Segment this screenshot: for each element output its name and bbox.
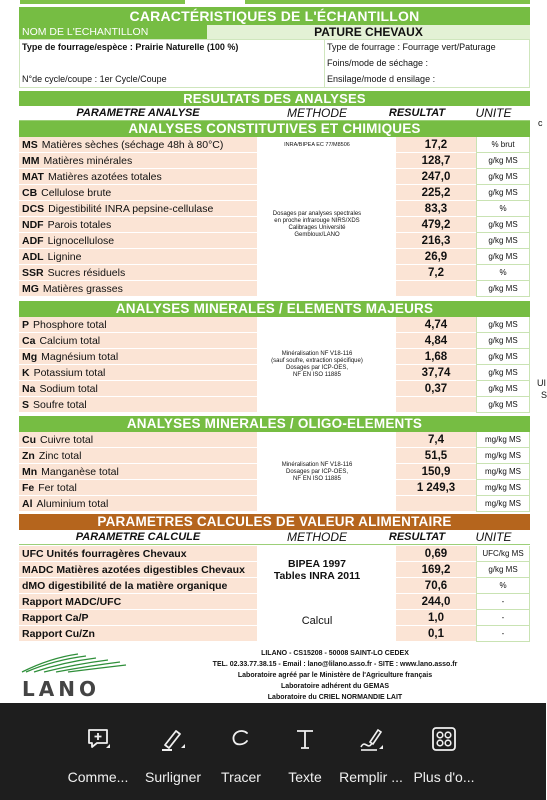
section-oligo: ANALYSES MINERALES / OLIGO-ELEMENTS	[19, 416, 530, 432]
result-value: 26,9	[396, 249, 476, 265]
top-strip	[20, 0, 530, 4]
result-value: 51,5	[396, 448, 476, 464]
type-fourrage-espece: Type de fourrage/espèce : Prairie Naturelle (100 %)	[22, 42, 239, 52]
param-label: Fer total	[38, 482, 77, 494]
method-line: Dosages par analyses spectrales	[272, 211, 362, 217]
param-cell	[19, 448, 257, 464]
unit-value: mg/kg MS	[476, 432, 530, 448]
toolbar-comment[interactable]	[56, 703, 140, 800]
sample-name-value: PATURE CHEVAUX	[207, 25, 530, 39]
result-value: 247,0	[396, 169, 476, 185]
unit-value: g/kg MS	[476, 185, 530, 201]
param-code: ADL	[22, 251, 44, 263]
unit-value: mg/kg MS	[476, 480, 530, 496]
param-cell	[19, 496, 257, 512]
param-cell	[19, 153, 257, 169]
method-line: en proche infrarouge NIRS/XDS	[274, 218, 360, 224]
result-value	[396, 496, 476, 512]
param-cell	[19, 578, 257, 594]
fill-sign-icon	[357, 725, 385, 753]
unit-value: %	[476, 578, 530, 594]
unit-value: -	[476, 610, 530, 626]
method-line: Minéralisation NF V18-116	[281, 461, 353, 468]
methode-bipea	[257, 546, 377, 594]
param-code: Al	[22, 498, 33, 510]
section-majeurs: ANALYSES MINERALES / ELEMENTS MAJEURS	[19, 301, 530, 317]
result-value: 128,7	[396, 153, 476, 169]
param-cell	[19, 594, 257, 610]
param-label: Digestibilité INRA pepsine-cellulase	[48, 203, 214, 215]
unit-value: g/kg MS	[476, 153, 530, 169]
param-code: SSR	[22, 267, 44, 279]
footer-agrement: Laboratoire agréé par le Ministère de l'Agriculture français	[237, 672, 433, 679]
header-unite: UNITE	[457, 106, 530, 121]
header-resultat: RESULTAT	[377, 106, 457, 121]
param-cell	[19, 397, 257, 413]
header-methode-calcule: METHODE	[257, 530, 377, 545]
result-value: 216,3	[396, 233, 476, 249]
param-label: Calcium total	[39, 335, 101, 347]
result-value: 17,2	[396, 137, 476, 153]
result-value: 37,74	[396, 365, 476, 381]
header-unite-calcule: UNITE	[457, 530, 530, 545]
methode-ms: INRA/BIPEA EC 77/M8506	[257, 137, 377, 153]
unit-value: g/kg MS	[476, 365, 530, 381]
unit-value: g/kg MS	[476, 397, 530, 413]
footer-gemas: Laboratoire adhérent du GEMAS	[280, 683, 390, 690]
param-label: Potassium total	[33, 367, 106, 379]
text-icon	[291, 725, 319, 753]
result-value	[396, 281, 476, 297]
param-label: Sodium total	[39, 383, 98, 395]
param-code: P	[22, 319, 30, 331]
unit-value: g/kg MS	[476, 249, 530, 265]
param-label: Matières minérales	[43, 155, 133, 167]
param-code: K	[22, 367, 30, 379]
section-calcules: PARAMETRES CALCULES DE VALEUR ALIMENTAIRE	[19, 514, 530, 530]
sample-name-label: NOM DE L'ECHANTILLON	[19, 25, 207, 39]
result-value: 70,6	[396, 578, 476, 594]
param-code: MS	[22, 139, 38, 151]
result-value: 225,2	[396, 185, 476, 201]
param-code: Cu	[22, 434, 36, 446]
methode-calcul: Calcul	[301, 615, 333, 627]
param-code: Fe	[22, 482, 35, 494]
param-code: NDF	[22, 219, 44, 231]
unit-value: g/kg MS	[476, 317, 530, 333]
param-cell	[19, 185, 257, 201]
methode-oligo	[257, 432, 377, 512]
param-code: S	[22, 399, 30, 411]
param-cell	[19, 562, 257, 578]
param-cell	[19, 381, 257, 397]
unit-value: g/kg MS	[476, 233, 530, 249]
param-label: Rapport Ca/P	[22, 612, 89, 624]
toolbar-more-tools-label: Plus d'o...	[413, 769, 475, 785]
param-label: Matières azotées totales	[47, 171, 162, 183]
more-tools-icon	[430, 725, 458, 753]
param-cell	[19, 233, 257, 249]
param-code: CB	[22, 187, 38, 199]
param-label: Aluminium total	[36, 498, 109, 510]
result-value: 1 249,3	[396, 480, 476, 496]
unit-value: -	[476, 594, 530, 610]
method-line: BIPEA 1997	[288, 558, 346, 570]
unit-value: g/kg MS	[476, 381, 530, 397]
unit-value: g/kg MS	[476, 281, 530, 297]
toolbar-fill-sign-label: Remplir ...	[339, 769, 403, 785]
unit-value: mg/kg MS	[476, 496, 530, 512]
param-label: Magnésium total	[41, 351, 119, 363]
param-cell	[19, 317, 257, 333]
param-code: Zn	[22, 450, 35, 462]
result-value: 0,37	[396, 381, 476, 397]
toolbar-highlight-label: Surligner	[144, 769, 202, 785]
param-cell	[19, 610, 257, 626]
method-line: Tables INRA 2011	[273, 570, 361, 582]
result-value: 244,0	[396, 594, 476, 610]
unit-value: g/kg MS	[476, 333, 530, 349]
result-value: 4,74	[396, 317, 476, 333]
type-fourrage: Type de fourrage : Fourrage vert/Paturage	[327, 42, 496, 52]
toolbar-fill-sign[interactable]	[329, 703, 413, 800]
param-cell	[19, 432, 257, 448]
unit-value: %	[476, 201, 530, 217]
param-label: Lignocellulose	[47, 235, 115, 247]
foins-mode: Foins/mode de séchage :	[327, 58, 429, 68]
footer-contact: TEL. 02.33.77.38.15 - Email : lano@lilano.asso.fr - SITE : www.lano.asso.fr	[212, 661, 458, 668]
result-value: 7,4	[396, 432, 476, 448]
param-label: Phosphore total	[33, 319, 107, 331]
result-value: 169,2	[396, 562, 476, 578]
method-line: Calibrages Université Gembloux/LANO	[288, 225, 346, 238]
edge-glyph-s: S	[541, 390, 547, 400]
unit-value: UFC/kg MS	[476, 546, 530, 562]
toolbar-draw-label: Tracer	[221, 769, 261, 785]
param-code: Ca	[22, 335, 36, 347]
unit-value: mg/kg MS	[476, 448, 530, 464]
param-label: Zinc total	[38, 450, 82, 462]
comment-icon	[84, 725, 112, 753]
toolbar-comment-label: Comme...	[67, 769, 129, 785]
footer-address: LILANO - CS15208 - 50008 SAINT-LO CEDEX	[261, 650, 409, 657]
result-value	[396, 397, 476, 413]
param-cell	[19, 217, 257, 233]
param-label: dMO digestibilité de la matière organique	[22, 580, 228, 592]
param-label: Matières sèches (séchage 48h à 80°C)	[41, 139, 224, 151]
param-cell	[19, 137, 257, 153]
param-label: Rapport Cu/Zn	[22, 628, 95, 640]
unit-value: %	[476, 265, 530, 281]
param-label: Soufre total	[33, 399, 87, 411]
param-cell	[19, 249, 257, 265]
resultats-title: RESULTATS DES ANALYSES	[19, 91, 530, 106]
cycle-coupe: N°de cycle/coupe : 1er Cycle/Coupe	[22, 74, 167, 84]
header-parametre-calcule: PARAMETRE CALCULE	[19, 530, 257, 545]
edge-glyph-c: c	[538, 118, 543, 128]
unit-value: g/kg MS	[476, 217, 530, 233]
header-resultat-calcule: RESULTAT	[377, 530, 457, 545]
annotation-toolbar	[0, 703, 546, 800]
param-cell	[19, 281, 257, 297]
highlight-icon	[159, 725, 187, 753]
lano-logo-text: LANO	[22, 677, 100, 701]
result-value: 7,2	[396, 265, 476, 281]
method-line: Dosages par ICP-OES,	[285, 365, 349, 371]
param-code: Mg	[22, 351, 38, 363]
toolbar-more-tools[interactable]	[402, 703, 486, 800]
param-code: ADF	[22, 235, 44, 247]
param-code: Na	[22, 383, 36, 395]
param-label: Matières grasses	[42, 283, 123, 295]
method-line: Dosages par ICP-OES,	[285, 468, 349, 475]
param-cell	[19, 546, 257, 562]
method-line: NF EN ISO 11885	[293, 475, 341, 482]
param-code: MM	[22, 155, 40, 167]
param-label: Manganèse total	[41, 466, 119, 478]
result-value: 1,68	[396, 349, 476, 365]
draw-icon	[227, 725, 255, 753]
toolbar-text-label: Texte	[288, 769, 322, 785]
unit-value: % brut	[476, 137, 530, 153]
param-cell	[19, 480, 257, 496]
param-label: Parois totales	[47, 219, 112, 231]
result-value: 150,9	[396, 464, 476, 480]
param-cell	[19, 333, 257, 349]
method-line: (sauf soufre, extraction spécifique)	[271, 358, 363, 364]
param-label: Cuivre total	[40, 434, 94, 446]
param-label: Lignine	[47, 251, 82, 263]
methode-majeurs	[257, 317, 377, 413]
result-value: 0,69	[396, 546, 476, 562]
param-code: DCS	[22, 203, 45, 215]
footer-criel: Laboratoire du CRIEL NORMANDIE LAIT	[267, 694, 403, 701]
ensilage-mode: Ensilage/mode d ensilage :	[327, 74, 436, 84]
caracteristiques-title: CARACTÉRISTIQUES DE L'ÉCHANTILLON	[19, 7, 530, 25]
param-cell	[19, 365, 257, 381]
param-code: MAT	[22, 171, 44, 183]
param-cell	[19, 349, 257, 365]
result-value: 0,1	[396, 626, 476, 642]
param-cell	[19, 169, 257, 185]
unit-value: g/kg MS	[476, 562, 530, 578]
header-parametre-analyse: PARAMETRE ANALYSE	[19, 106, 257, 121]
param-cell	[19, 464, 257, 480]
unit-value: mg/kg MS	[476, 464, 530, 480]
edge-glyph-ui: UI	[537, 378, 546, 388]
param-code: MG	[22, 283, 39, 295]
header-methode: METHODE	[257, 106, 377, 121]
param-cell	[19, 265, 257, 281]
param-label: Cellulose brute	[41, 187, 112, 199]
result-value: 83,3	[396, 201, 476, 217]
param-label: Sucres résiduels	[47, 267, 126, 279]
unit-value: g/kg MS	[476, 349, 530, 365]
method-line: NF EN ISO 11885	[293, 372, 341, 378]
param-cell	[19, 626, 257, 642]
methode-constitutives	[257, 153, 377, 297]
param-code: Mn	[22, 466, 38, 478]
unit-value: -	[476, 626, 530, 642]
result-value: 479,2	[396, 217, 476, 233]
param-label: MADC Matières azotées digestibles Chevaux	[22, 564, 245, 576]
result-value: 4,84	[396, 333, 476, 349]
param-cell	[19, 201, 257, 217]
method-line: Minéralisation NF V18-116	[281, 351, 353, 357]
section-constitutives: ANALYSES CONSTITUTIVES ET CHIMIQUES	[19, 121, 530, 137]
param-label: Rapport MADC/UFC	[22, 596, 122, 608]
param-label: UFC Unités fourragères Chevaux	[22, 548, 187, 560]
unit-value: g/kg MS	[476, 169, 530, 185]
result-value: 1,0	[396, 610, 476, 626]
